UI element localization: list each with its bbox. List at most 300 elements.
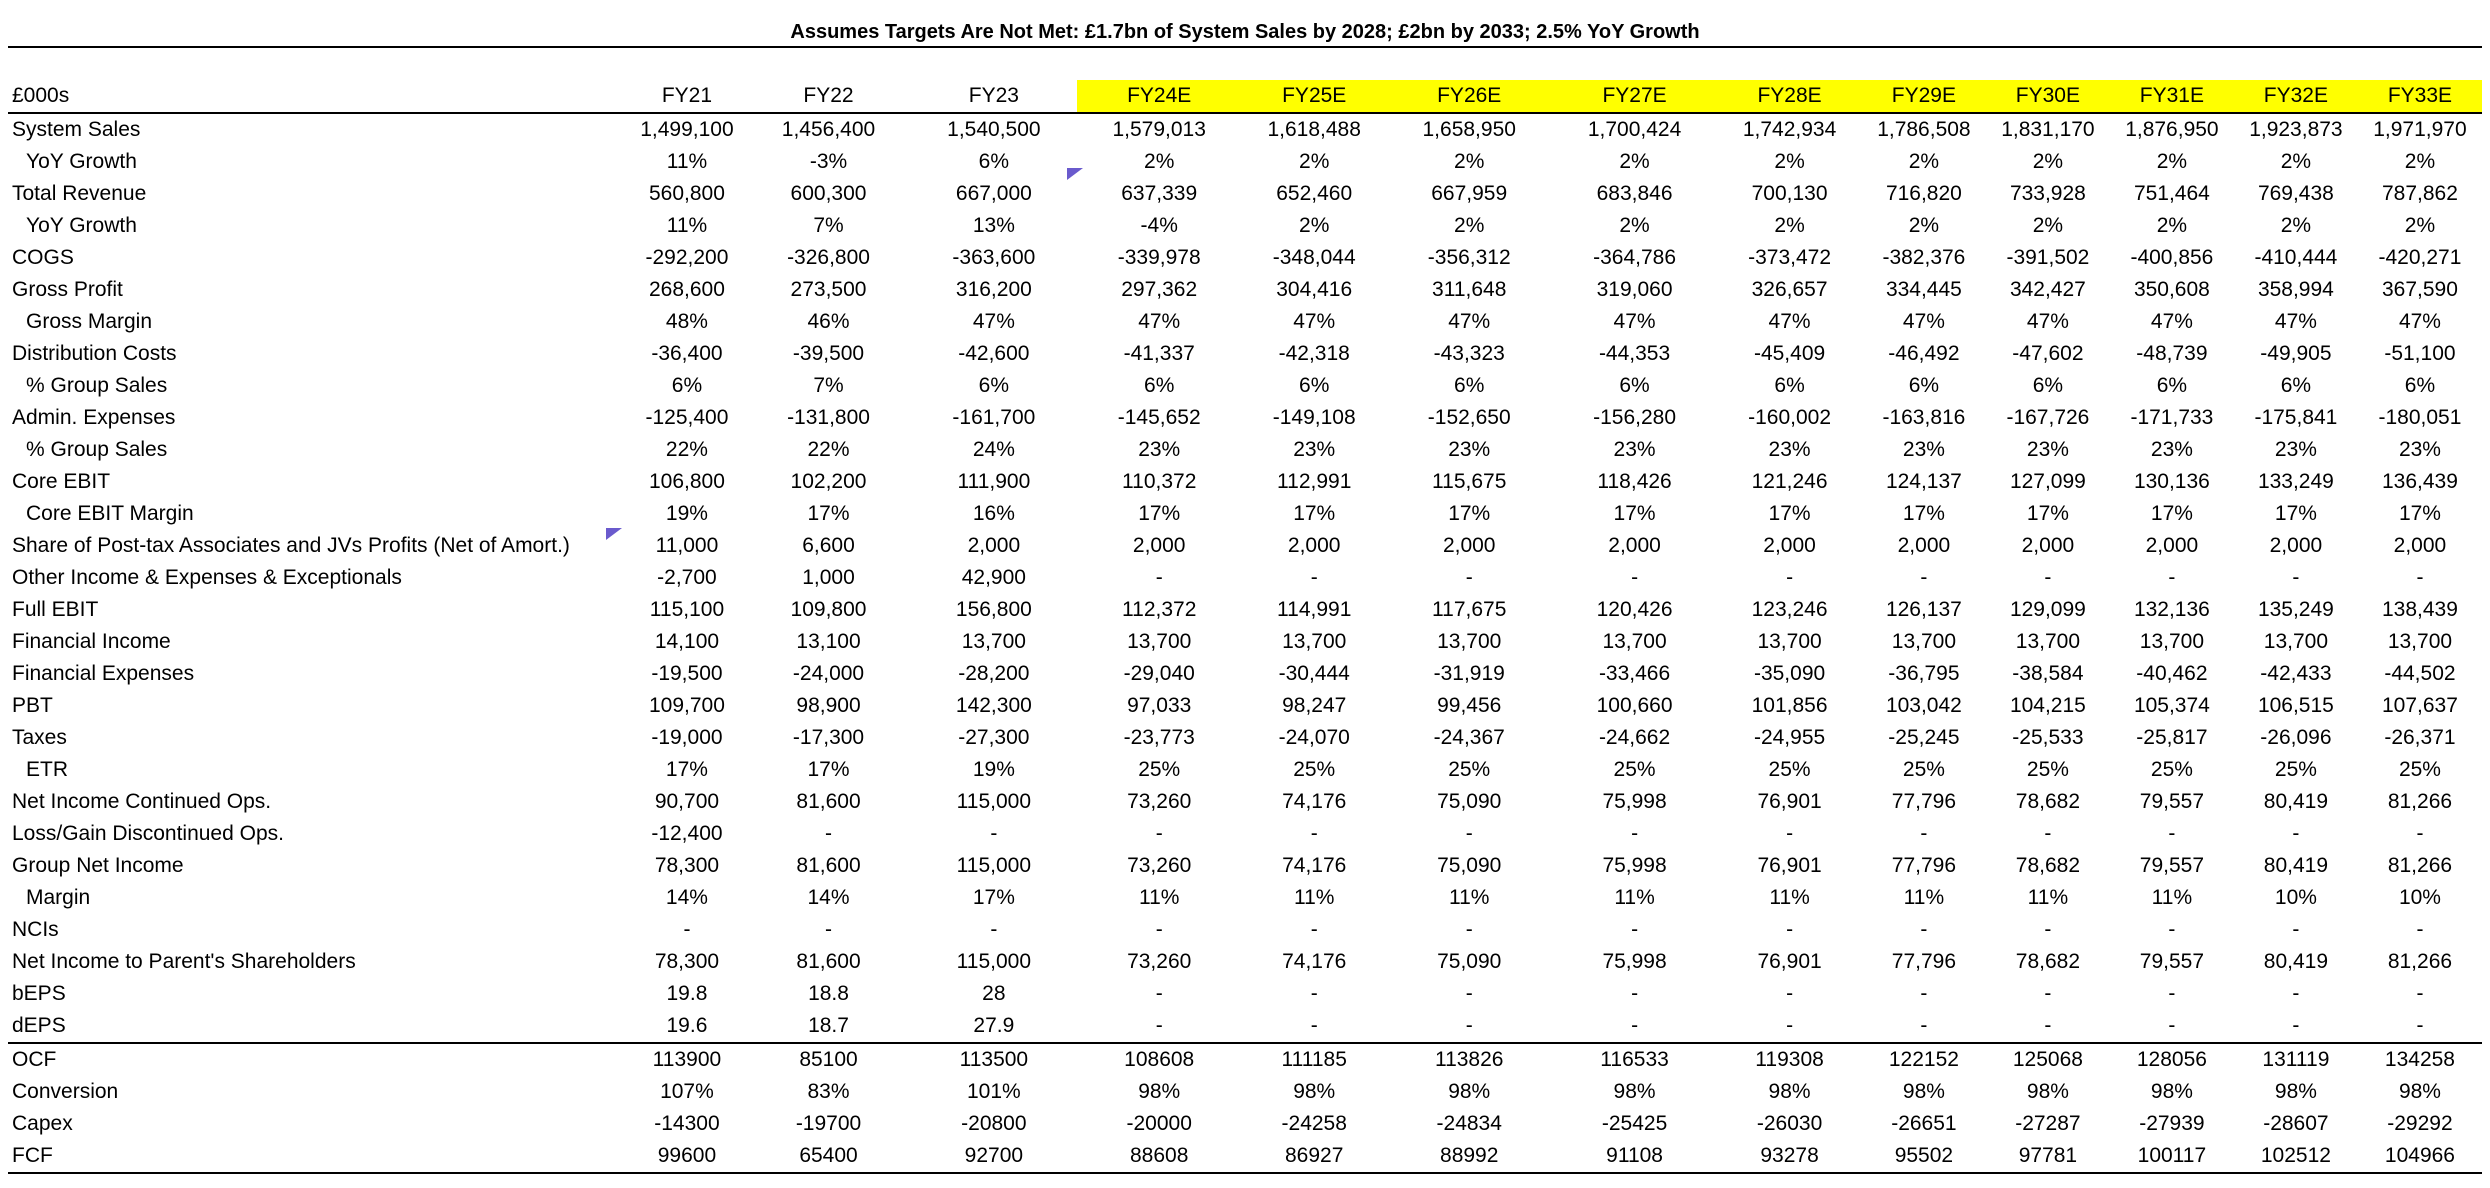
value-cell[interactable] (1387, 498, 1552, 530)
value-cell[interactable] (1717, 530, 1862, 562)
value-cell[interactable] (2110, 466, 2234, 498)
value-cell[interactable] (1552, 626, 1717, 658)
value-cell[interactable] (1242, 818, 1387, 850)
row-label[interactable] (8, 1108, 628, 1140)
value-cell[interactable] (746, 850, 911, 882)
value-cell[interactable] (2358, 754, 2482, 786)
value-cell[interactable] (628, 1043, 746, 1076)
value-cell[interactable] (1862, 210, 1986, 242)
value-cell[interactable] (911, 113, 1076, 146)
value-cell[interactable] (911, 434, 1076, 466)
value-cell[interactable] (1242, 946, 1387, 978)
value-cell[interactable] (911, 1010, 1076, 1043)
row-label[interactable] (8, 210, 628, 242)
value-cell[interactable] (1387, 178, 1552, 210)
value-cell[interactable] (746, 274, 911, 306)
value-cell[interactable] (1717, 434, 1862, 466)
value-cell[interactable] (2110, 882, 2234, 914)
value-cell[interactable] (1077, 914, 1242, 946)
row-label[interactable] (8, 1043, 628, 1076)
value-cell[interactable] (628, 498, 746, 530)
value-cell[interactable] (2110, 338, 2234, 370)
value-cell[interactable] (746, 914, 911, 946)
value-cell[interactable] (1242, 274, 1387, 306)
value-cell[interactable] (1242, 242, 1387, 274)
value-cell[interactable] (1077, 850, 1242, 882)
value-cell[interactable] (1986, 306, 2110, 338)
value-cell[interactable] (1552, 178, 1717, 210)
value-cell[interactable] (1862, 690, 1986, 722)
forecast-year-header[interactable]: FY31E (2110, 80, 2234, 113)
value-cell[interactable] (1717, 1010, 1862, 1043)
value-cell[interactable] (2234, 113, 2358, 146)
row-label[interactable] (8, 146, 628, 178)
value-cell[interactable] (1077, 274, 1242, 306)
value-cell[interactable] (628, 274, 746, 306)
value-cell[interactable] (1717, 1076, 1862, 1108)
value-cell[interactable] (2110, 178, 2234, 210)
value-cell[interactable] (1862, 402, 1986, 434)
row-label[interactable] (8, 722, 628, 754)
value-cell[interactable] (1986, 658, 2110, 690)
value-cell[interactable] (1387, 530, 1552, 562)
value-cell[interactable] (1387, 626, 1552, 658)
value-cell[interactable] (1387, 1043, 1552, 1076)
value-cell[interactable] (746, 1140, 911, 1173)
value-cell[interactable] (746, 306, 911, 338)
value-cell[interactable] (1717, 242, 1862, 274)
value-cell[interactable] (2358, 850, 2482, 882)
value-cell[interactable] (1387, 978, 1552, 1010)
row-label[interactable] (8, 1010, 628, 1043)
value-cell[interactable] (1717, 338, 1862, 370)
value-cell[interactable] (1862, 626, 1986, 658)
value-cell[interactable] (2358, 338, 2482, 370)
value-cell[interactable] (911, 914, 1076, 946)
row-label[interactable] (8, 786, 628, 818)
value-cell[interactable] (1862, 754, 1986, 786)
value-cell[interactable] (1986, 274, 2110, 306)
value-cell[interactable] (1717, 850, 1862, 882)
row-label[interactable] (8, 626, 628, 658)
value-cell[interactable] (1242, 1108, 1387, 1140)
value-cell[interactable] (1387, 370, 1552, 402)
value-cell[interactable] (1552, 402, 1717, 434)
value-cell[interactable] (911, 466, 1076, 498)
value-cell[interactable] (1242, 562, 1387, 594)
value-cell[interactable] (2234, 786, 2358, 818)
value-cell[interactable] (1552, 946, 1717, 978)
value-cell[interactable] (2358, 1076, 2482, 1108)
value-cell[interactable] (1242, 690, 1387, 722)
value-cell[interactable] (2358, 498, 2482, 530)
value-cell[interactable] (1387, 786, 1552, 818)
value-cell[interactable] (1717, 178, 1862, 210)
value-cell[interactable] (2358, 274, 2482, 306)
value-cell[interactable] (1717, 210, 1862, 242)
forecast-year-header[interactable]: FY33E (2358, 80, 2482, 113)
value-cell[interactable] (1862, 594, 1986, 626)
value-cell[interactable] (1717, 594, 1862, 626)
value-cell[interactable] (911, 1140, 1076, 1173)
value-cell[interactable] (1077, 530, 1242, 562)
value-cell[interactable] (1717, 818, 1862, 850)
value-cell[interactable] (1862, 658, 1986, 690)
value-cell[interactable] (1387, 242, 1552, 274)
value-cell[interactable] (2234, 530, 2358, 562)
value-cell[interactable] (2110, 850, 2234, 882)
value-cell[interactable] (628, 658, 746, 690)
row-label[interactable] (8, 242, 628, 274)
value-cell[interactable] (746, 658, 911, 690)
value-cell[interactable] (1242, 402, 1387, 434)
value-cell[interactable] (1242, 210, 1387, 242)
value-cell[interactable] (628, 882, 746, 914)
value-cell[interactable] (911, 722, 1076, 754)
value-cell[interactable] (1242, 594, 1387, 626)
forecast-year-header[interactable]: FY32E (2234, 80, 2358, 113)
year-header[interactable]: FY22 (746, 80, 911, 113)
value-cell[interactable] (1862, 242, 1986, 274)
row-label[interactable] (8, 498, 628, 530)
value-cell[interactable] (2234, 466, 2358, 498)
value-cell[interactable] (1986, 242, 2110, 274)
value-cell[interactable] (1717, 466, 1862, 498)
value-cell[interactable] (628, 562, 746, 594)
value-cell[interactable] (1717, 113, 1862, 146)
value-cell[interactable] (628, 946, 746, 978)
value-cell[interactable] (1717, 786, 1862, 818)
value-cell[interactable] (2358, 434, 2482, 466)
value-cell[interactable] (911, 978, 1076, 1010)
forecast-year-header[interactable]: FY26E (1387, 80, 1552, 113)
value-cell[interactable] (1986, 626, 2110, 658)
value-cell[interactable] (1242, 178, 1387, 210)
value-cell[interactable] (1387, 210, 1552, 242)
value-cell[interactable] (2110, 113, 2234, 146)
value-cell[interactable] (1552, 722, 1717, 754)
value-cell[interactable] (1077, 113, 1242, 146)
value-cell[interactable] (1552, 978, 1717, 1010)
value-cell[interactable] (1552, 818, 1717, 850)
value-cell[interactable] (2358, 1108, 2482, 1140)
value-cell[interactable] (1077, 882, 1242, 914)
row-label[interactable] (8, 1140, 628, 1173)
value-cell[interactable] (628, 242, 746, 274)
value-cell[interactable] (1077, 690, 1242, 722)
value-cell[interactable] (2358, 626, 2482, 658)
value-cell[interactable] (2234, 978, 2358, 1010)
value-cell[interactable] (2358, 113, 2482, 146)
value-cell[interactable] (1077, 370, 1242, 402)
value-cell[interactable] (628, 210, 746, 242)
value-cell[interactable] (2110, 242, 2234, 274)
value-cell[interactable] (2110, 434, 2234, 466)
value-cell[interactable] (628, 306, 746, 338)
value-cell[interactable] (1862, 1108, 1986, 1140)
value-cell[interactable] (628, 690, 746, 722)
value-cell[interactable] (2234, 370, 2358, 402)
value-cell[interactable] (2358, 1140, 2482, 1173)
value-cell[interactable] (1077, 658, 1242, 690)
value-cell[interactable] (628, 1108, 746, 1140)
value-cell[interactable] (1717, 914, 1862, 946)
value-cell[interactable] (628, 466, 746, 498)
value-cell[interactable] (1986, 530, 2110, 562)
value-cell[interactable] (1717, 882, 1862, 914)
value-cell[interactable] (2358, 306, 2482, 338)
value-cell[interactable] (1552, 562, 1717, 594)
value-cell[interactable] (1077, 210, 1242, 242)
value-cell[interactable] (1986, 1140, 2110, 1173)
value-cell[interactable] (2358, 690, 2482, 722)
value-cell[interactable] (628, 626, 746, 658)
row-label[interactable] (8, 274, 628, 306)
value-cell[interactable] (1862, 882, 1986, 914)
value-cell[interactable] (1242, 1076, 1387, 1108)
value-cell[interactable] (628, 338, 746, 370)
value-cell[interactable] (1242, 626, 1387, 658)
value-cell[interactable] (1862, 818, 1986, 850)
value-cell[interactable] (628, 914, 746, 946)
value-cell[interactable] (2110, 1140, 2234, 1173)
value-cell[interactable] (2234, 562, 2358, 594)
value-cell[interactable] (2234, 626, 2358, 658)
value-cell[interactable] (2234, 1076, 2358, 1108)
value-cell[interactable] (911, 210, 1076, 242)
value-cell[interactable] (2110, 658, 2234, 690)
value-cell[interactable] (1717, 658, 1862, 690)
value-cell[interactable] (1387, 113, 1552, 146)
value-cell[interactable] (2110, 786, 2234, 818)
value-cell[interactable] (746, 178, 911, 210)
value-cell[interactable] (1387, 754, 1552, 786)
value-cell[interactable] (628, 113, 746, 146)
value-cell[interactable] (1552, 1010, 1717, 1043)
value-cell[interactable] (1986, 498, 2110, 530)
value-cell[interactable] (746, 530, 911, 562)
value-cell[interactable] (1986, 1108, 2110, 1140)
value-cell[interactable] (2358, 882, 2482, 914)
value-cell[interactable] (628, 978, 746, 1010)
value-cell[interactable] (2234, 658, 2358, 690)
value-cell[interactable] (746, 690, 911, 722)
value-cell[interactable] (628, 434, 746, 466)
value-cell[interactable] (1717, 1108, 1862, 1140)
value-cell[interactable] (1717, 978, 1862, 1010)
value-cell[interactable] (1717, 402, 1862, 434)
value-cell[interactable] (1242, 914, 1387, 946)
value-cell[interactable] (1986, 210, 2110, 242)
value-cell[interactable] (1242, 850, 1387, 882)
value-cell[interactable] (2358, 946, 2482, 978)
value-cell[interactable] (1552, 210, 1717, 242)
value-cell[interactable] (1077, 1043, 1242, 1076)
value-cell[interactable] (1387, 850, 1552, 882)
value-cell[interactable] (1986, 594, 2110, 626)
value-cell[interactable] (628, 786, 746, 818)
value-cell[interactable] (2358, 914, 2482, 946)
value-cell[interactable] (2234, 1108, 2358, 1140)
value-cell[interactable] (2110, 1043, 2234, 1076)
value-cell[interactable] (1986, 370, 2110, 402)
value-cell[interactable] (1077, 1140, 1242, 1173)
value-cell[interactable] (1862, 1076, 1986, 1108)
value-cell[interactable] (2110, 146, 2234, 178)
value-cell[interactable] (628, 402, 746, 434)
row-label[interactable] (8, 946, 628, 978)
value-cell[interactable] (1986, 978, 2110, 1010)
value-cell[interactable] (1242, 882, 1387, 914)
value-cell[interactable] (628, 178, 746, 210)
value-cell[interactable] (1552, 1076, 1717, 1108)
value-cell[interactable] (1387, 1140, 1552, 1173)
forecast-year-header[interactable]: FY27E (1552, 80, 1717, 113)
value-cell[interactable] (1242, 1010, 1387, 1043)
row-label[interactable] (8, 113, 628, 146)
value-cell[interactable] (1717, 1140, 1862, 1173)
value-cell[interactable] (1387, 306, 1552, 338)
value-cell[interactable] (1862, 722, 1986, 754)
value-cell[interactable] (1242, 306, 1387, 338)
value-cell[interactable] (628, 722, 746, 754)
value-cell[interactable] (1387, 1076, 1552, 1108)
value-cell[interactable] (1717, 498, 1862, 530)
value-cell[interactable] (1552, 594, 1717, 626)
value-cell[interactable] (746, 978, 911, 1010)
value-cell[interactable] (1552, 530, 1717, 562)
value-cell[interactable] (1862, 274, 1986, 306)
value-cell[interactable] (1862, 146, 1986, 178)
value-cell[interactable] (1862, 466, 1986, 498)
value-cell[interactable] (911, 178, 1076, 210)
value-cell[interactable] (1387, 690, 1552, 722)
row-label[interactable] (8, 658, 628, 690)
value-cell[interactable] (628, 1076, 746, 1108)
value-cell[interactable] (2110, 594, 2234, 626)
value-cell[interactable] (628, 594, 746, 626)
row-label[interactable] (8, 306, 628, 338)
value-cell[interactable] (1552, 113, 1717, 146)
value-cell[interactable] (2110, 1108, 2234, 1140)
row-label[interactable] (8, 466, 628, 498)
value-cell[interactable] (2110, 370, 2234, 402)
row-label[interactable] (8, 914, 628, 946)
value-cell[interactable] (1077, 146, 1242, 178)
value-cell[interactable] (628, 818, 746, 850)
value-cell[interactable] (911, 818, 1076, 850)
row-label[interactable] (8, 562, 628, 594)
value-cell[interactable] (1862, 978, 1986, 1010)
value-cell[interactable] (1387, 914, 1552, 946)
value-cell[interactable] (1077, 594, 1242, 626)
row-label[interactable] (8, 818, 628, 850)
value-cell[interactable] (1552, 146, 1717, 178)
value-cell[interactable] (628, 1010, 746, 1043)
value-cell[interactable] (911, 1043, 1076, 1076)
value-cell[interactable] (2234, 498, 2358, 530)
value-cell[interactable] (2234, 274, 2358, 306)
value-cell[interactable] (746, 754, 911, 786)
value-cell[interactable] (1242, 370, 1387, 402)
value-cell[interactable] (1986, 113, 2110, 146)
value-cell[interactable] (2358, 210, 2482, 242)
value-cell[interactable] (1242, 113, 1387, 146)
value-cell[interactable] (1552, 1108, 1717, 1140)
value-cell[interactable] (2358, 722, 2482, 754)
value-cell[interactable] (2234, 722, 2358, 754)
value-cell[interactable] (1552, 1043, 1717, 1076)
value-cell[interactable] (1242, 146, 1387, 178)
value-cell[interactable] (1862, 1043, 1986, 1076)
value-cell[interactable] (2234, 594, 2358, 626)
value-cell[interactable] (2110, 754, 2234, 786)
value-cell[interactable] (746, 146, 911, 178)
value-cell[interactable] (1077, 626, 1242, 658)
value-cell[interactable] (2234, 1140, 2358, 1173)
value-cell[interactable] (628, 370, 746, 402)
value-cell[interactable] (1986, 946, 2110, 978)
comment-indicator-icon[interactable] (606, 528, 622, 540)
value-cell[interactable] (1717, 1043, 1862, 1076)
value-cell[interactable] (911, 1076, 1076, 1108)
value-cell[interactable] (746, 594, 911, 626)
value-cell[interactable] (2358, 370, 2482, 402)
value-cell[interactable] (1986, 882, 2110, 914)
value-cell[interactable] (1862, 946, 1986, 978)
value-cell[interactable] (746, 1076, 911, 1108)
row-label[interactable] (8, 434, 628, 466)
value-cell[interactable] (628, 850, 746, 882)
value-cell[interactable] (911, 786, 1076, 818)
value-cell[interactable] (2110, 498, 2234, 530)
value-cell[interactable] (1242, 658, 1387, 690)
value-cell[interactable] (1242, 530, 1387, 562)
value-cell[interactable] (1552, 658, 1717, 690)
value-cell[interactable] (1077, 402, 1242, 434)
value-cell[interactable] (911, 274, 1076, 306)
value-cell[interactable] (2110, 402, 2234, 434)
value-cell[interactable] (1986, 562, 2110, 594)
value-cell[interactable] (911, 946, 1076, 978)
value-cell[interactable] (2234, 210, 2358, 242)
value-cell[interactable] (1242, 338, 1387, 370)
forecast-year-header[interactable]: FY30E (1986, 80, 2110, 113)
value-cell[interactable] (1986, 754, 2110, 786)
year-header[interactable]: FY23 (911, 80, 1076, 113)
value-cell[interactable] (746, 498, 911, 530)
row-label[interactable] (8, 690, 628, 722)
value-cell[interactable] (746, 210, 911, 242)
value-cell[interactable] (2110, 306, 2234, 338)
value-cell[interactable] (1552, 882, 1717, 914)
value-cell[interactable] (1077, 754, 1242, 786)
value-cell[interactable] (1862, 786, 1986, 818)
value-cell[interactable] (1077, 786, 1242, 818)
value-cell[interactable] (2234, 882, 2358, 914)
value-cell[interactable] (746, 946, 911, 978)
value-cell[interactable] (1986, 338, 2110, 370)
value-cell[interactable] (1862, 338, 1986, 370)
value-cell[interactable] (2234, 146, 2358, 178)
value-cell[interactable] (1986, 690, 2110, 722)
value-cell[interactable] (1077, 1010, 1242, 1043)
value-cell[interactable] (1717, 754, 1862, 786)
value-cell[interactable] (2110, 1076, 2234, 1108)
value-cell[interactable] (2110, 626, 2234, 658)
value-cell[interactable] (628, 530, 746, 562)
value-cell[interactable] (2234, 914, 2358, 946)
